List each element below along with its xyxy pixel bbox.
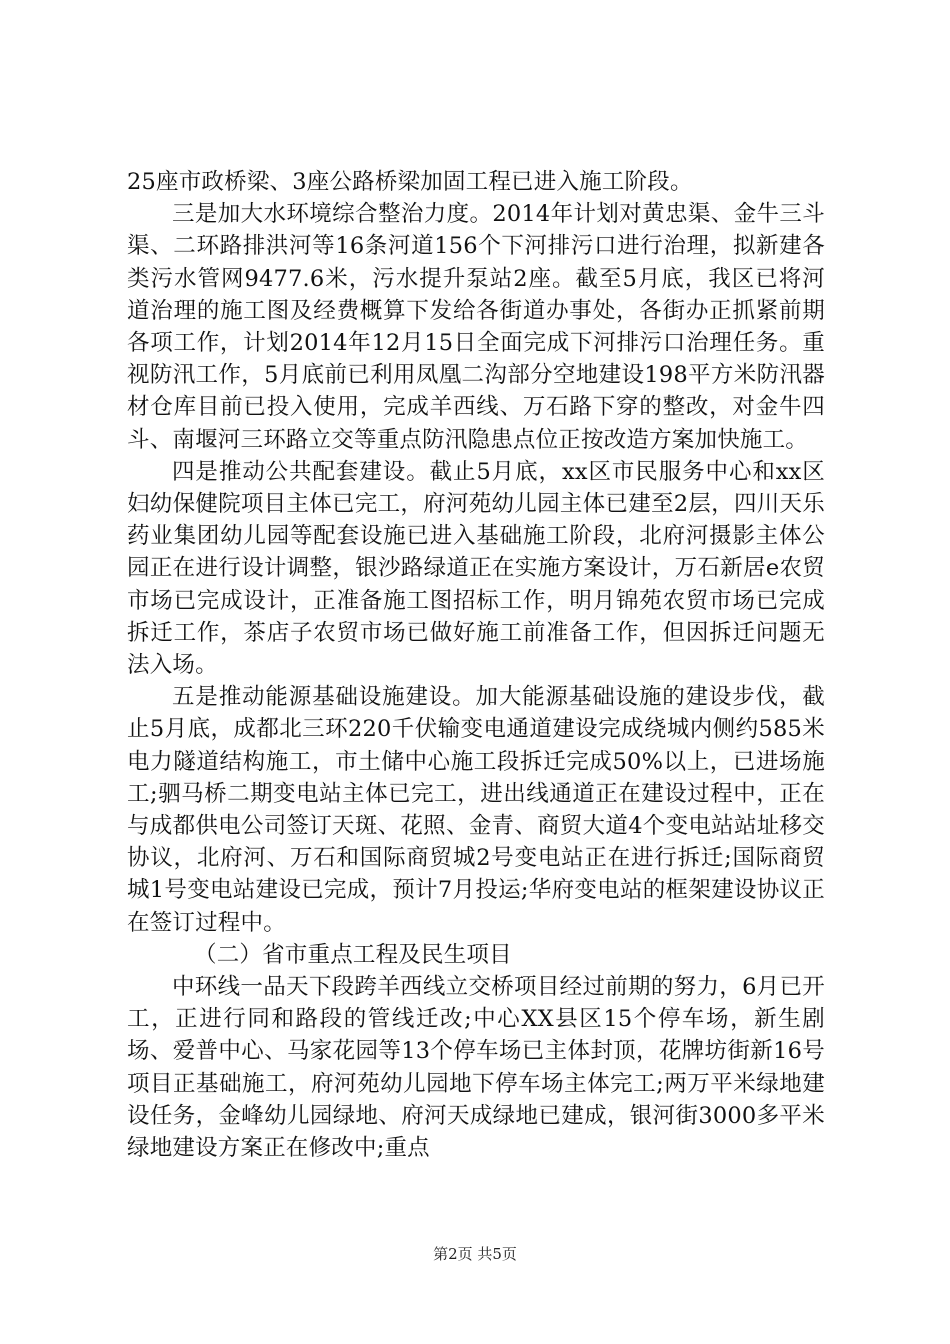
paragraph-energy-infrastructure: 五是推动能源基础设施建设。加大能源基础设施的建设步伐，截止5月底，成都北三环220千伏输变电通道建设完成绕城内侧约585米电力隧道结构施工，市土储中心施工段拆迁完成50%以上，已进场施工;驷马桥二期变电站主体已完工，进出线通道正在建设过程中，正在与成都供电公司签订天斑、花照、金青、商贸大道4个变电站站址移交协议，北府河、万石和国际商贸城2号变电站正在进行拆迁;国际商贸城1号变电站建设已完成，预计7月投运;华府变电站的框架建设协议正在签订过程中。 (127, 684, 825, 936)
paragraph-key-projects: 中环线一品天下段跨羊西线立交桥项目经过前期的努力，6月已开工，正进行同和路段的管线迁改;中心XX县区15个停车场，新生剧场、爱普中心、马家花园等13个停车场已主体封顶，花牌坊街新16号项目正基础施工，府河苑幼儿园地下停车场主体完工;两万平米绿地建设任务，金峰幼儿园绿地、府河天成绿地已建成，银河街3000多平米绿地建设方案正在修改中;重点 (127, 974, 825, 1162)
section-heading: （二）省市重点工程及民生项目 (194, 941, 512, 968)
paragraph-water-environment: 三是加大水环境综合整治力度。2014年计划对黄忠渠、金牛三斗渠、二环路排洪河等16条河道156个下河排污口进行治理，拟新建各类污水管网9477.6米，污水提升泵站2座。截至5月底，我区已将河道治理的施工图及经费概算下发给各街道办事处，各街办正抓紧前期各项工作，计划2014年12月15日全面完成下河排污口治理任务。重视防汛工作，5月底前已利用凤凰二沟部分空地建设198平方米防汛器材仓库目前已投入使用，完成羊西线、万石路下穿的整改，对金牛四斗、南堰河三环路立交等重点防汛隐患点位正按改造方案加快施工。 (127, 201, 825, 453)
paragraph-public-facilities: 四是推动公共配套建设。截止5月底，xx区市民服务中心和xx区妇幼保健院项目主体已完工，府河苑幼儿园主体已建至2层，四川天乐药业集团幼儿园等配套设施已进入基础施工阶段，北府河摄影主体公园正在进行设计调整，银沙路绿道正在实施方案设计，万石新居e农贸市场已完成设计，正准备施工图招标工作，明月锦苑农贸市场已完成拆迁工作，茶店子农贸市场已做好施工前准备工作，但因拆迁问题无法入场。 (127, 458, 825, 679)
document-body (127, 166, 825, 1164)
page-footer: 第2页 共5页 (433, 1245, 517, 1263)
paragraph-continuation: 25座市政桥梁、3座公路桥梁加固工程已进入施工阶段。 (127, 169, 693, 195)
